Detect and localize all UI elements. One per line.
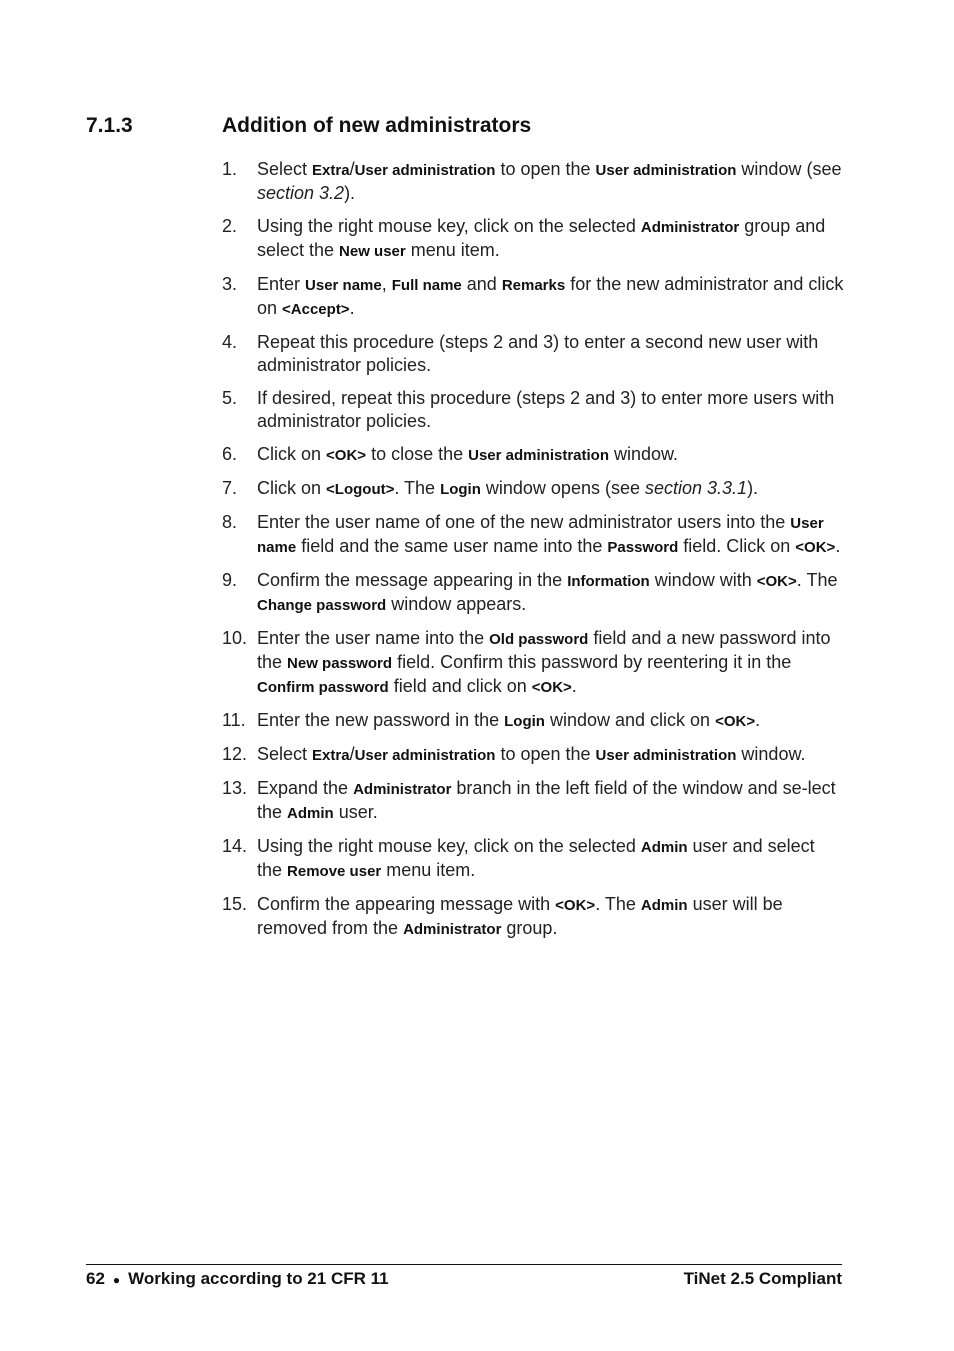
step-number: 14.: [222, 836, 248, 856]
ui-term: Login: [440, 481, 481, 498]
step-text: ).: [344, 183, 356, 203]
step-text: . The: [595, 894, 641, 914]
step-number: 12.: [222, 744, 248, 764]
step-text: .: [349, 298, 355, 318]
step-item: [0, 443, 954, 467]
page-number: 62: [86, 1269, 105, 1288]
step-number: 15.: [222, 894, 248, 914]
page-footer: [86, 1269, 842, 1293]
section-title: Addition of new administrators: [222, 114, 532, 137]
step-text: Confirm the message appearing in the: [257, 570, 568, 590]
ui-term: Admin: [640, 839, 688, 856]
step-text: group and select the: [257, 216, 826, 260]
step-number: 2.: [222, 216, 238, 236]
section-reference: section 3.2: [257, 183, 345, 203]
ui-term: Extra: [312, 747, 350, 764]
step-number: 13.: [222, 778, 248, 798]
step-text: user.: [333, 802, 378, 822]
ui-term: Administrator: [353, 781, 452, 798]
step-item: [0, 893, 954, 941]
step-text: /: [349, 744, 355, 764]
step-text: Using the right mouse key, click on the selected: [257, 836, 641, 856]
ui-term: New password: [287, 655, 393, 672]
step-text: Select: [257, 744, 313, 764]
ui-term: <OK>: [326, 447, 367, 464]
footer-rule: [86, 1264, 842, 1265]
step-number: 6.: [222, 444, 238, 464]
footer-left: [86, 1269, 389, 1289]
step-text: Enter the user name into the: [257, 628, 490, 648]
step-item: [0, 627, 954, 699]
ui-term: Old password: [489, 631, 589, 648]
step-item: [0, 215, 954, 263]
ui-term: Login: [504, 713, 545, 730]
step-text: . The: [796, 570, 838, 590]
step-text: Enter: [257, 274, 306, 294]
step-item: [0, 835, 954, 883]
step-item: [0, 387, 954, 433]
step-text: Confirm the appearing message with: [257, 894, 556, 914]
step-number: 7.: [222, 478, 238, 498]
step-text: .: [571, 676, 577, 696]
step-number: 1.: [222, 159, 238, 179]
step-text: branch in the left field of the window and se-lect the: [257, 778, 836, 822]
step-number: 8.: [222, 512, 238, 532]
step-text: group.: [501, 918, 558, 938]
step-item: [0, 709, 954, 733]
ui-term: <Logout>: [326, 481, 395, 498]
step-text: Enter the user name of one of the new administrator users into the: [257, 512, 791, 532]
step-number: 11.: [222, 710, 246, 730]
step-text: Click on: [257, 478, 327, 498]
step-number: 10.: [222, 628, 248, 648]
step-number: 3.: [222, 274, 238, 294]
step-text: ).: [747, 478, 759, 498]
ui-term: Administrator: [403, 921, 502, 938]
ui-term: Change password: [257, 597, 387, 614]
step-number: 9.: [222, 570, 238, 590]
step-text: field. Confirm this password by reentering it in the: [392, 652, 792, 672]
step-text: Repeat this procedure (steps 2 and 3) to enter a second new user with administrator policies.: [257, 332, 819, 375]
step-text: field and click on: [388, 676, 532, 696]
ui-term: Admin: [640, 897, 688, 914]
ui-term: <OK>: [795, 539, 836, 556]
step-text: Select: [257, 159, 313, 179]
step-text: . The: [394, 478, 441, 498]
step-item: [0, 331, 954, 377]
section-reference: section 3.3.1: [644, 478, 748, 498]
ui-term: <Accept>: [282, 301, 350, 318]
step-text: window appears.: [386, 594, 527, 614]
step-text: field and the same user name into the: [296, 536, 608, 556]
product-name: TiNet 2.5 Compliant: [683, 1269, 842, 1288]
step-item: [0, 158, 954, 205]
ui-term: Information: [567, 573, 650, 590]
ui-term: Remove user: [287, 863, 382, 880]
ui-term: Password: [607, 539, 679, 556]
chapter-title: Working according to 21 CFR 11: [128, 1269, 389, 1288]
procedure-steps-list: [0, 158, 954, 951]
ui-term: Remarks: [501, 277, 566, 294]
step-text: ,: [381, 274, 392, 294]
step-item: [0, 743, 954, 767]
step-text: to open the: [495, 159, 596, 179]
step-text: user will be removed from the: [257, 894, 783, 938]
step-text: to open the: [495, 744, 596, 764]
ui-term: User administration: [354, 162, 496, 179]
ui-term: <OK>: [715, 713, 756, 730]
step-text: user and select the: [257, 836, 815, 880]
ui-term: User administration: [468, 447, 609, 464]
step-text: menu item.: [405, 240, 500, 260]
ui-term: Full name: [391, 277, 462, 294]
ui-term: Admin: [287, 805, 334, 822]
step-text: Using the right mouse key, click on the selected: [257, 216, 641, 236]
ui-term: User administration: [354, 747, 496, 764]
ui-term: User administration: [595, 747, 737, 764]
footer-bullet: ●: [112, 1272, 121, 1287]
step-text: to close the: [366, 444, 469, 464]
ui-term: <OK>: [756, 573, 797, 590]
step-text: window (see: [736, 159, 842, 179]
ui-term: User name: [305, 277, 382, 294]
ui-term: Extra: [312, 162, 350, 179]
section-number: 7.1.3: [86, 114, 133, 137]
step-number: 4.: [222, 332, 238, 352]
step-text: /: [349, 159, 355, 179]
step-text: window.: [609, 444, 679, 464]
ui-term: <OK>: [555, 897, 596, 914]
step-text: .: [835, 536, 841, 556]
step-item: [0, 569, 954, 617]
step-text: If desired, repeat this procedure (steps 2 and 3) to enter more users with administrator policies.: [257, 388, 835, 431]
step-text: window.: [736, 744, 806, 764]
step-text: window with: [649, 570, 757, 590]
step-item: [0, 273, 954, 321]
step-text: .: [755, 710, 761, 730]
ui-term: User administration: [595, 162, 737, 179]
step-item: [0, 511, 954, 559]
ui-term: Administrator: [640, 219, 740, 236]
step-item: [0, 477, 954, 501]
ui-term: User name: [257, 515, 824, 556]
step-text: Click on: [257, 444, 327, 464]
step-text: Expand the: [257, 778, 354, 798]
step-text: and: [461, 274, 502, 294]
step-text: for the new administrator and click on: [257, 274, 844, 318]
step-text: field. Click on: [678, 536, 796, 556]
step-number: 5.: [222, 388, 238, 408]
ui-term: <OK>: [531, 679, 572, 696]
step-text: field and a new password into the: [257, 628, 831, 672]
step-text: window opens (see: [480, 478, 645, 498]
ui-term: Confirm password: [257, 679, 389, 696]
step-text: menu item.: [381, 860, 476, 880]
ui-term: New user: [339, 243, 406, 260]
step-text: Enter the new password in the: [257, 710, 505, 730]
step-text: window and click on: [544, 710, 716, 730]
step-item: [0, 777, 954, 825]
